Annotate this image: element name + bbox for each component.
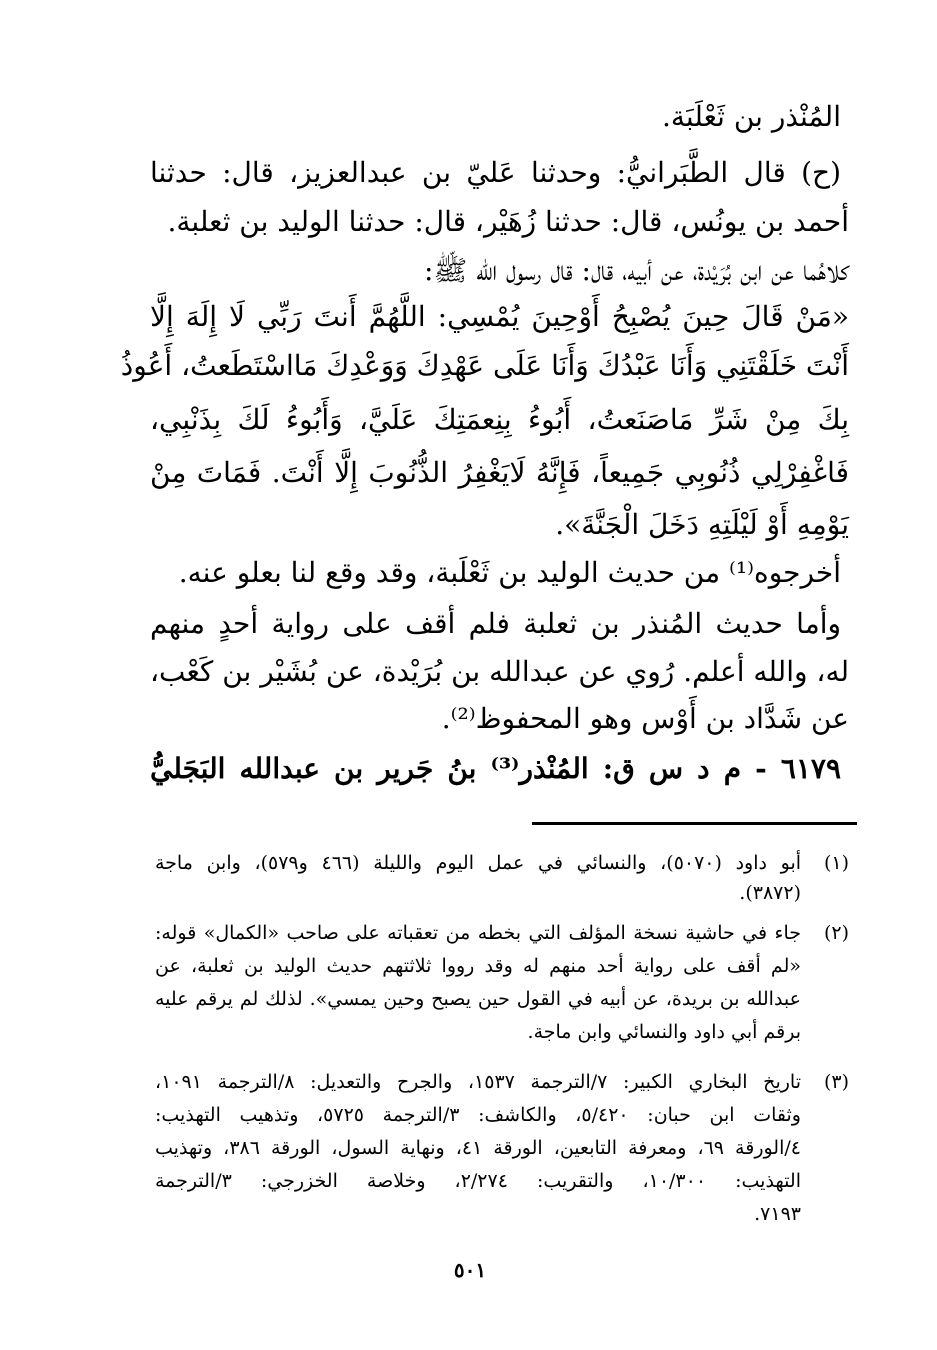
text-line: المُنْذر بن ثَعْلَبَة. (661, 100, 841, 133)
text-line: أَنْتَ خَلَقْتَنِي وَأَنَا عَبْدُكَ وَأَنَا عَلَى عَهْدِكَ وَوَعْدِكَ مَااسْتَطَعتُ، أَعُوذُ (120, 349, 849, 382)
text-line: فَاغْفِرْلِي ذُنُوبِي جَمِيعاً، فَإِنَّهُ لَايَغْفِرُ الذُّنُوبَ إِلَّا أَنْتَ. فَمَاتَ مِنْ (150, 456, 849, 489)
footnote-line: تاريخ البخاري الكبير: ٧/الترجمة ١٥٣٧، والجرح والتعديل: ٨/الترجمة ١٠٩١، (155, 1071, 801, 1093)
text-line: «مَنْ قَالَ حِينَ يُصْبِحُ أَوْحِينَ يُمْسِي: اللَّهُمَّ أَنتَ رَبِّي لَا إِلَهَ إِلَّا (150, 300, 849, 333)
footnote-number: (١) (823, 852, 849, 874)
page-number: ٥٠١ (453, 1258, 487, 1282)
text-line: وأما حديث المُنذر بن ثعلبة فلم أقف على رواية أحدٍ منهم (150, 607, 841, 640)
footnote-line: عبدالله بن بريدة، عن أبيه في القول حين يصبح وحين يمسي». لذلك لم يرقم عليه (155, 988, 801, 1010)
text-line: عن شَدَّاد بن أَوْس وهو المحفوظ⁽²⁾. (441, 702, 849, 735)
footnote-line: التهذيب: ١٠/٣٠٠، والتقريب: ٢/٢٧٤، وخلاصة الخزرجي: ٣/الترجمة (155, 1170, 801, 1192)
text-line: يَوْمِهِ أَوْ لَيْلَتِهِ دَخَلَ الْجَنَّةَ». (555, 508, 849, 541)
footnote-separator (532, 822, 857, 825)
footnote-number: (٢) (823, 922, 849, 944)
text-line: أخرجوه⁽¹⁾ من حديث الوليد بن ثَعْلَبة، وقد وقع لنا بعلو عنه. (178, 556, 841, 589)
footnote-number: (٣) (823, 1071, 849, 1093)
text-line: أحمد بن يونُس، قال: حدثنا زُهَيْر، قال: حدثنا الوليد بن ثعلبة. (167, 205, 849, 238)
footnote-line: ٧١٩٣. (754, 1203, 801, 1225)
text-line: له، والله أعلم. رُوي عن عبدالله بن بُرَيْدة، عن بُشَيْر بن كَعْب، (149, 655, 849, 688)
text-line: (ح) قال الطَّبَرانيُّ: وحدثنا عَليّ بن عبدالعزيز، قال: حدثنا (150, 156, 841, 189)
footnote-line: أبو داود (٥٠٧٠)، والنسائي في عمل اليوم والليلة (٤٦٦ و٥٧٩)، وابن ماجة (155, 852, 802, 874)
footnote-line: جاء في حاشية نسخة المؤلف التي بخطه من تعقباته على صاحب «الكمال» قوله: (155, 922, 801, 944)
text-line: كلاهُما عن ابن بُرَيْدة، عن أبيه، قال: قال رسول الله ﷺ: (424, 254, 849, 287)
footnote-line: وثقات ابن حبان: ٥/٤٢٠، والكاشف: ٣/الترجمة ٥٧٢٥، وتذهيب التهذيب: (155, 1104, 801, 1126)
footnote-line: ٤/الورقة ٦٩، ومعرفة التابعين، الورقة ٤١، ونهاية السول، الورقة ٣٨٦، وتهذيب (155, 1137, 801, 1159)
footnote-line: (٣٨٧٢). (739, 882, 801, 904)
entry-heading: ٦١٧٩ - م د س ق: المُنْذر⁽³⁾ بنُ جَرير بن عبدالله البَجَليُّ (150, 752, 841, 785)
text-line: بِكَ مِنْ شَرِّ مَاصَنَعتُ، أَبُوءُ بِنِعمَتِكَ عَلَيَّ، وَأَبُوءُ لَكَ بِذَنْبِي، (150, 403, 849, 436)
footnote-line: «لم أقف على رواية أحد منهم له وقد رووا ثلاثتهم حديث الوليد بن ثعلبة، عن (155, 955, 801, 977)
footnote-line: برقم أبي داود والنسائي وابن ماجة. (527, 1021, 801, 1043)
